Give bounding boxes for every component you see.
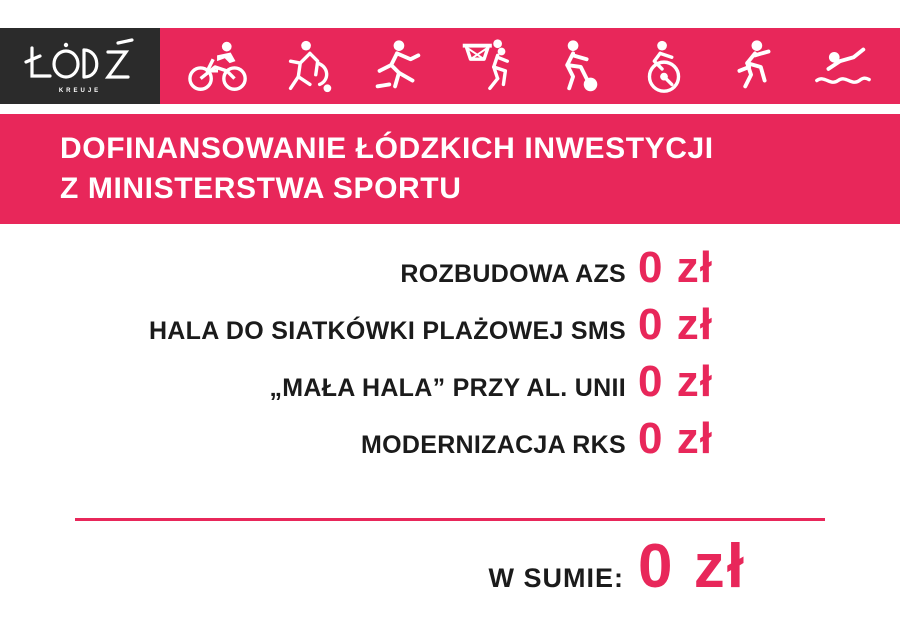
logo-subtext: KREUJE: [58, 88, 102, 94]
total-divider: [75, 518, 825, 521]
running-icon: [722, 37, 784, 95]
top-bar: [0, 28, 900, 104]
total-label: W SUMIE:: [488, 563, 624, 593]
track-cycling-icon: [633, 37, 695, 95]
item-value: 0 zł: [638, 414, 713, 463]
list-item: [0, 357, 900, 417]
basketball-icon: [455, 37, 517, 95]
item-value: 0 zł: [638, 300, 713, 349]
item-label: „MAŁA HALA” PRZY AL. UNII: [269, 374, 626, 402]
item-label: HALA DO SIATKÓWKI PLAŻOWEJ SMS: [148, 317, 626, 345]
list-item: [0, 300, 900, 360]
item-value: 0 zł: [638, 243, 713, 292]
total-value: 0 zł: [638, 532, 746, 601]
swimming-icon: [811, 37, 873, 95]
title-band: [0, 114, 900, 224]
items-list: [0, 243, 900, 474]
logo-mark: [20, 36, 140, 96]
item-value: 0 zł: [638, 357, 713, 406]
football-icon: [544, 37, 606, 95]
list-item: [0, 414, 900, 474]
title-line-2: Z MINISTERSTWA SPORTU: [60, 172, 462, 205]
sport-icons-strip: [160, 28, 900, 104]
title-line-1: DOFINANSOWANIE ŁÓDZKICH INWESTYCJI: [60, 132, 714, 166]
lodz-logo-icon: [20, 36, 140, 96]
list-item: [0, 243, 900, 303]
field-hockey-icon: [277, 37, 339, 95]
item-label: ROZBUDOWA AZS: [400, 260, 626, 288]
cycling-icon: [188, 37, 250, 95]
total-row: [0, 532, 900, 601]
city-logo: [0, 28, 160, 104]
athletics-icon: [366, 37, 428, 95]
item-label: MODERNIZACJA RKS: [361, 431, 626, 459]
